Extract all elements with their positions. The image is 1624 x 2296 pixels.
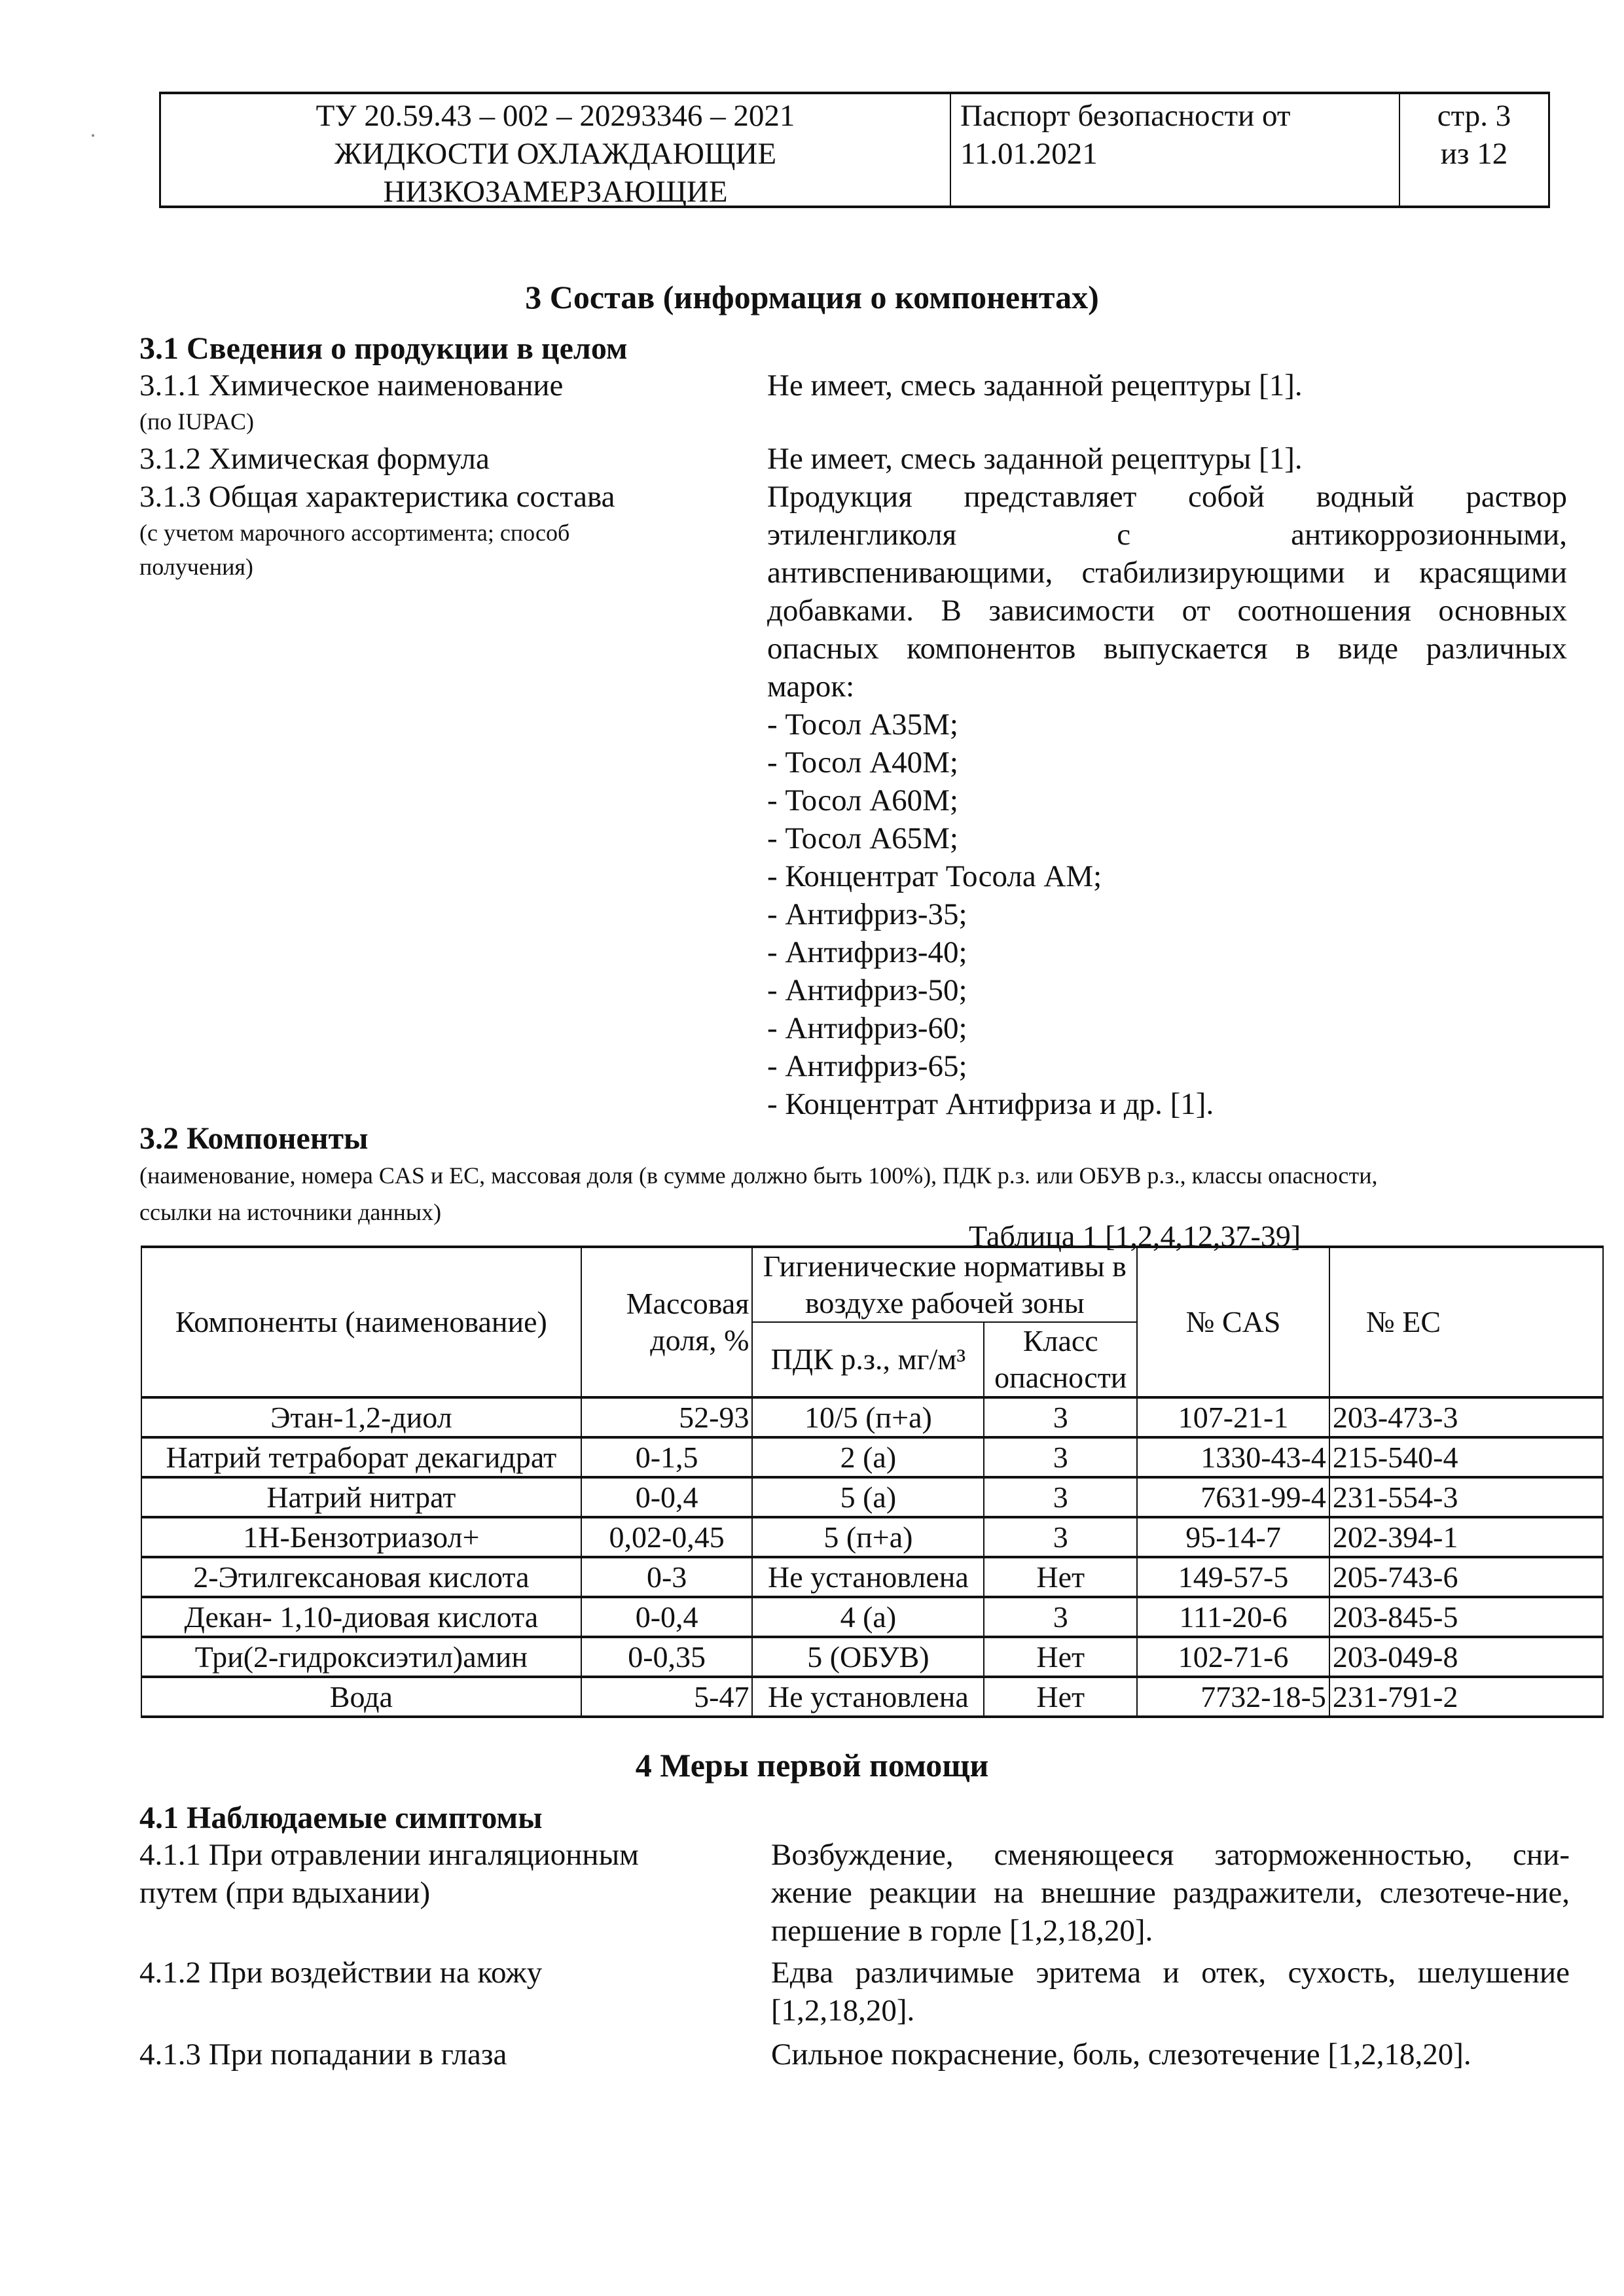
cell-ec: 231-554-3 [1329, 1477, 1603, 1517]
item-3-1-1-value: Не имеет, смесь заданной рецептуры [1]. [767, 368, 1303, 403]
item-3-1-3-label-text: 3.1.3 Общая характеристика состава [139, 480, 615, 514]
cell-cas: 95-14-7 [1137, 1517, 1329, 1557]
item-4-1-3-value: Сильное покраснение, боль, слезотечение [1,2,18,20]. [771, 2037, 1471, 2072]
cell-ec: 203-473-3 [1329, 1397, 1603, 1437]
header-component: Компоненты (наименование) [141, 1247, 581, 1397]
cell-pdk: 5 (ОБУВ) [752, 1637, 984, 1677]
item-4-1-1-label-line: путем (при вдыхании) [139, 1876, 431, 1910]
cell-ec: 203-845-5 [1329, 1597, 1603, 1637]
passport-date: 11.01.2021 [960, 137, 1098, 171]
table-row [141, 1437, 1603, 1477]
table-row [141, 1477, 1603, 1517]
cell-class: 3 [984, 1597, 1137, 1637]
composition-text-line: Продукция представляет собой водный раствор [767, 480, 1567, 514]
cell-mass: 0-0,35 [581, 1637, 753, 1677]
cell-mass: 52-93 [581, 1397, 753, 1437]
item-3-1-1-sublabel: (по IUPAC) [139, 408, 254, 435]
section-4-1-title: 4.1 Наблюдаемые симптомы [139, 1801, 543, 1835]
grade-list-item: - Антифриз-60; [767, 1011, 967, 1045]
cell-cas: 7732-18-5 [1137, 1677, 1329, 1717]
cell-ec: 203-049-8 [1329, 1637, 1603, 1677]
grade-list-item: - Антифриз-50; [767, 973, 967, 1007]
cell-pdk: Не установлена [752, 1557, 984, 1597]
cell-class: 3 [984, 1397, 1137, 1437]
cell-component: Вода [141, 1677, 581, 1717]
symptom-text-line: жение реакции на внешние раздражители, слезотече-ние, [771, 1876, 1570, 1910]
cell-mass: 5-47 [581, 1677, 753, 1717]
passport-cell [951, 94, 1400, 206]
components-table [141, 1246, 1604, 1718]
composition-text-line: антивспенивающими, стабилизирующими и красящими [767, 556, 1567, 590]
cell-component: Декан- 1,10-диовая кислота [141, 1597, 581, 1637]
composition-text-line: добавками. В зависимости от соотношения основных [767, 594, 1567, 628]
grade-list-item: - Антифриз-65; [767, 1049, 967, 1083]
cell-pdk: 10/5 (п+а) [752, 1397, 984, 1437]
table-row [141, 1637, 1603, 1677]
grade-list-item: - Антифриз-40; [767, 935, 967, 969]
symptom-text-line: Едва различимые эритема и отек, сухость, шелушение [771, 1956, 1570, 1990]
grade-list-item: - Концентрат Тосола АМ; [767, 859, 1102, 893]
cell-pdk: 5 (п+а) [752, 1517, 984, 1557]
item-3-1-1-label-text: 3.1.1 Химическое наименование [139, 368, 564, 403]
cell-class: Нет [984, 1677, 1137, 1717]
header-ec: № ЕС [1329, 1247, 1603, 1397]
spec-cell [161, 94, 951, 209]
item-3-1-2-value: Не имеет, смесь заданной рецептуры [1]. [767, 442, 1303, 476]
cell-mass: 0-3 [581, 1557, 753, 1597]
page-cell [1400, 94, 1548, 206]
table-row [141, 1677, 1603, 1717]
cell-mass: 0-1,5 [581, 1437, 753, 1477]
grade-list-item: - Концентрат Антифриза и др. [1]. [767, 1087, 1214, 1121]
cell-component: 2-Этилгексановая кислота [141, 1557, 581, 1597]
item-4-1-1-label-line: 4.1.1 При отравлении ингаляционным [139, 1838, 639, 1872]
symptom-text-line: [1,2,18,20]. [771, 1994, 915, 2028]
item-3-1-2-label: 3.1.2 Химическая формула [139, 442, 490, 476]
item-3-1-3-label [139, 478, 715, 584]
section-3-1-title: 3.1 Сведения о продукции в целом [139, 331, 628, 366]
cell-class: Нет [984, 1557, 1137, 1597]
cell-component: Натрий тетраборат декагидрат [141, 1437, 581, 1477]
grade-list-item: - Тосол А65М; [767, 821, 958, 855]
table-row [141, 1397, 1603, 1437]
item-4-1-1-value [771, 1836, 1570, 1950]
cell-ec: 231-791-2 [1329, 1677, 1603, 1717]
symptom-text-line: першение в горле [1,2,18,20]. [771, 1914, 1153, 1948]
header-class: Класс опасности [984, 1322, 1137, 1397]
cell-class: 3 [984, 1437, 1137, 1477]
composition-text-line: этиленгликоля с антикоррозионными, [767, 518, 1567, 552]
item-3-1-1-label [139, 367, 563, 439]
item-3-1-3-value [767, 478, 1567, 1123]
cell-cas: 7631-99-4 [1137, 1477, 1329, 1517]
passport-label: Паспорт безопасности от [960, 99, 1291, 133]
grade-list-item: - Антифриз-35; [767, 897, 967, 931]
scan-speck [92, 134, 94, 137]
section-3-2-note: (наименование, номера CAS и ЕС, массовая доля (в сумме должно быть 100%), ПДК р.з. или ОБУВ р.з., классы опасности, ссылки на источники данных) [139, 1162, 1378, 1225]
symptom-text-line: Возбуждение, сменяющееся заторможенностью, сни- [771, 1838, 1570, 1872]
cell-mass: 0,02-0,45 [581, 1517, 753, 1557]
cell-cas: 1330-43-4 [1137, 1437, 1329, 1477]
header-hygiene: Гигиенические нормативы в воздухе рабочей зоны [752, 1247, 1137, 1322]
spec-number: ТУ 20.59.43 – 002 – 20293346 – 2021 [316, 99, 795, 133]
cell-ec: 202-394-1 [1329, 1517, 1603, 1557]
cell-mass: 0-0,4 [581, 1477, 753, 1517]
item-4-1-1-label [139, 1836, 639, 1912]
cell-pdk: 5 (а) [752, 1477, 984, 1517]
cell-pdk: 2 (а) [752, 1437, 984, 1477]
section-3-title: 3 Состав (информация о компонентах) [525, 279, 1099, 315]
cell-component: Натрий нитрат [141, 1477, 581, 1517]
grade-list-item: - Тосол А40М; [767, 745, 958, 780]
table-row [141, 1557, 1603, 1597]
page-total: из 12 [1440, 137, 1508, 171]
product-type-line1: ЖИДКОСТИ ОХЛАЖДАЮЩИЕ [334, 137, 777, 171]
header-cas: № CAS [1137, 1247, 1329, 1397]
grade-list-item: - Тосол А60М; [767, 783, 958, 817]
product-type-line2: НИЗКОЗАМЕРЗАЮЩИЕ [383, 175, 728, 209]
table-caption: Таблица 1 [1,2,4,12,37-39] [969, 1219, 1301, 1253]
item-4-1-2-label: 4.1.2 При воздействии на кожу [139, 1956, 543, 1990]
section-4-title: 4 Меры первой помощи [635, 1747, 989, 1784]
item-3-1-3-sublabel: (с учетом марочного ассортимента; способ получения) [139, 520, 570, 580]
grade-list-item: - Тосол А35М; [767, 708, 958, 742]
item-4-1-3-label: 4.1.3 При попадании в глаза [139, 2037, 507, 2072]
item-4-1-2-value [771, 1954, 1570, 2030]
cell-cas: 149-57-5 [1137, 1557, 1329, 1597]
section-3-2-title: 3.2 Компоненты [139, 1121, 369, 1156]
cell-component: Три(2-гидроксиэтил)амин [141, 1637, 581, 1677]
cell-cas: 102-71-6 [1137, 1637, 1329, 1677]
cell-pdk: Не установлена [752, 1677, 984, 1717]
cell-class: 3 [984, 1517, 1137, 1557]
cell-class: 3 [984, 1477, 1137, 1517]
composition-text-line: опасных компонентов выпускается в виде различных [767, 632, 1567, 666]
document-header [159, 92, 1550, 208]
cell-ec: 205-743-6 [1329, 1557, 1603, 1597]
page-number: стр. 3 [1437, 99, 1511, 133]
header-pdk: ПДК р.з., мг/м³ [752, 1322, 984, 1397]
cell-component: 1Н-Бензотриазол+ [141, 1517, 581, 1557]
cell-ec: 215-540-4 [1329, 1437, 1603, 1477]
header-mass: Массовая доля, % [581, 1247, 753, 1397]
cell-cas: 107-21-1 [1137, 1397, 1329, 1437]
cell-mass: 0-0,4 [581, 1597, 753, 1637]
cell-cas: 111-20-6 [1137, 1597, 1329, 1637]
cell-component: Этан-1,2-диол [141, 1397, 581, 1437]
cell-class: Нет [984, 1637, 1137, 1677]
table-row [141, 1597, 1603, 1637]
composition-text-line: марок: [767, 670, 855, 704]
table-row [141, 1517, 1603, 1557]
cell-pdk: 4 (а) [752, 1597, 984, 1637]
